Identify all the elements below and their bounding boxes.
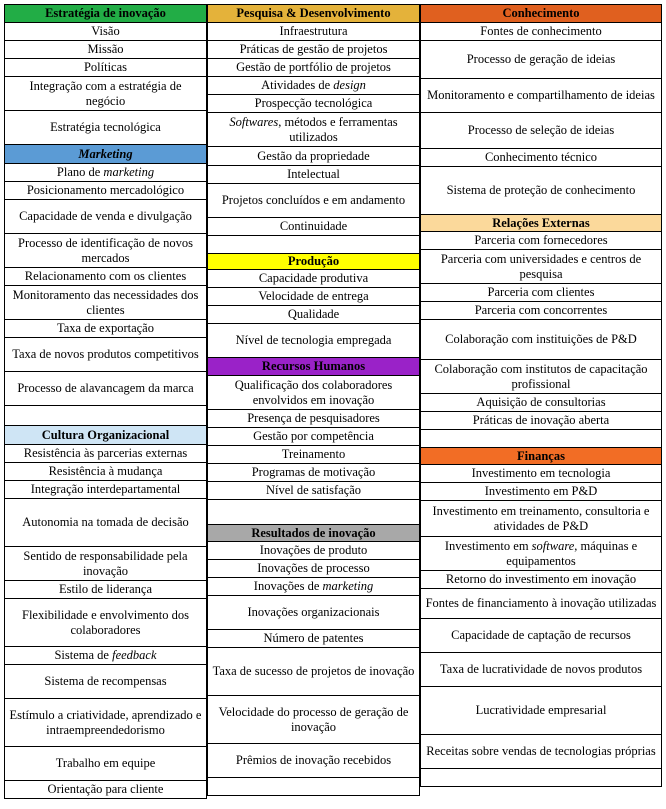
table-cell: Orientação para cliente — [4, 781, 207, 799]
section-header-pesquisa-desenvolvimento: Pesquisa & Desenvolvimento — [207, 4, 420, 23]
table-cell: Capacidade de captação de recursos — [420, 619, 662, 653]
table-cell: Velocidade de entrega — [207, 288, 420, 306]
empty-cell — [207, 778, 420, 796]
table-cell: Infraestrutura — [207, 23, 420, 41]
section-header-recursos-humanos: Recursos Humanos — [207, 358, 420, 376]
table-cell: Número de patentes — [207, 630, 420, 648]
table-cell: Flexibilidade e envolvimento dos colaboradores — [4, 599, 207, 647]
table-cell: Resistência à mudança — [4, 463, 207, 481]
empty-cell — [4, 406, 207, 426]
table-cell: Sistema de recompensas — [4, 665, 207, 699]
table-cell: Inovações de produto — [207, 542, 420, 560]
table-cell: Fontes de conhecimento — [420, 23, 662, 41]
table-cell: Monitoramento e compartilhamento de ideias — [420, 79, 662, 113]
table-cell: Inovações de marketing — [207, 578, 420, 596]
table-cell: Colaboração com instituições de P&D — [420, 320, 662, 360]
table-cell: Integração com a estratégia de negócio — [4, 77, 207, 111]
table-cell: Estímulo a criatividade, aprendizado e intraempreendedorismo — [4, 699, 207, 747]
table-cell: Presença de pesquisadores — [207, 410, 420, 428]
table-cell: Estratégia tecnológica — [4, 111, 207, 145]
empty-cell — [207, 500, 420, 525]
table-cell: Investimento em treinamento, consultoria e atividades de P&D — [420, 501, 662, 537]
table-cell: Posicionamento mercadológico — [4, 182, 207, 200]
table-cell: Lucratividade empresarial — [420, 687, 662, 735]
empty-cell — [420, 430, 662, 448]
table-cell: Trabalho em equipe — [4, 747, 207, 781]
section-header-estrategia-de-inovacao: Estratégia de inovação — [4, 4, 207, 23]
table-cell: Plano de marketing — [4, 164, 207, 182]
section-header-resultados-de-inovacao: Resultados de inovação — [207, 525, 420, 542]
table-cell: Investimento em P&D — [420, 483, 662, 501]
table-cell: Políticas — [4, 59, 207, 77]
table-cell: Colaboração com institutos de capacitação profissional — [420, 360, 662, 394]
table-cell: Práticas de inovação aberta — [420, 412, 662, 430]
table-cell: Treinamento — [207, 446, 420, 464]
table-cell: Atividades de design — [207, 77, 420, 95]
table-cell: Prospecção tecnológica — [207, 95, 420, 113]
table-cell: Inovações organizacionais — [207, 596, 420, 630]
table-cell: Processo de identificação de novos mercados — [4, 234, 207, 268]
table-cell: Visão — [4, 23, 207, 41]
table-cell: Monitoramento das necessidades dos clientes — [4, 286, 207, 320]
table-cell: Gestão da propriedade — [207, 147, 420, 166]
table-cell: Fontes de financiamento à inovação utilizadas — [420, 589, 662, 619]
table-cell: Parceria com clientes — [420, 284, 662, 302]
table-cell: Aquisição de consultorias — [420, 394, 662, 412]
table-cell: Continuidade — [207, 218, 420, 236]
table-cell: Receitas sobre vendas de tecnologias próprias — [420, 735, 662, 769]
table-cell: Retorno do investimento em inovação — [420, 571, 662, 589]
table-cell: Investimento em tecnologia — [420, 465, 662, 483]
table-cell: Qualidade — [207, 306, 420, 324]
table-cell: Autonomia na tomada de decisão — [4, 499, 207, 547]
table-cell: Práticas de gestão de projetos — [207, 41, 420, 59]
section-header-conhecimento: Conhecimento — [420, 4, 662, 23]
section-header-producao: Produção — [207, 254, 420, 270]
table-cell: Capacidade produtiva — [207, 270, 420, 288]
table-cell: Taxa de novos produtos competitivos — [4, 338, 207, 372]
table-cell: Taxa de exportação — [4, 320, 207, 338]
table-cell: Projetos concluídos e em andamento — [207, 184, 420, 218]
table-cell: Processo de seleção de ideias — [420, 113, 662, 149]
table-cell: Inovações de processo — [207, 560, 420, 578]
table-cell: Estilo de liderança — [4, 581, 207, 599]
table-cell: Velocidade do processo de geração de inovação — [207, 696, 420, 744]
table-cell: Missão — [4, 41, 207, 59]
empty-cell — [207, 236, 420, 254]
table-cell: Parceria com concorrentes — [420, 302, 662, 320]
section-header-marketing: Marketing — [4, 145, 207, 164]
table-cell: Nível de tecnologia empregada — [207, 324, 420, 358]
table-cell: Sentido de responsabilidade pela inovação — [4, 547, 207, 581]
empty-cell — [420, 769, 662, 787]
table-cell: Nível de satisfação — [207, 482, 420, 500]
table-cell: Processo de alavancagem da marca — [4, 372, 207, 406]
table-cell: Intelectual — [207, 166, 420, 184]
section-header-financas: Finanças — [420, 448, 662, 465]
table-cell: Relacionamento com os clientes — [4, 268, 207, 286]
table-cell: Investimento em software, máquinas e equipamentos — [420, 537, 662, 571]
table-cell: Processo de geração de ideias — [420, 41, 662, 79]
table-cell: Sistema de feedback — [4, 647, 207, 665]
table-cell: Taxa de sucesso de projetos de inovação — [207, 648, 420, 696]
section-header-cultura-organizacional: Cultura Organizacional — [4, 426, 207, 445]
table-cell: Integração interdepartamental — [4, 481, 207, 499]
table-cell: Parceria com universidades e centros de pesquisa — [420, 250, 662, 284]
table-cell: Conhecimento técnico — [420, 149, 662, 167]
table-cell: Prêmios de inovação recebidos — [207, 744, 420, 778]
table-cell: Softwares, métodos e ferramentas utilizados — [207, 113, 420, 147]
table-cell: Programas de motivação — [207, 464, 420, 482]
section-header-relacoes-externas: Relações Externas — [420, 215, 662, 232]
table-cell: Gestão por competência — [207, 428, 420, 446]
table-cell: Sistema de proteção de conhecimento — [420, 167, 662, 215]
table-cell: Taxa de lucratividade de novos produtos — [420, 653, 662, 687]
table-cell: Resistência às parcerias externas — [4, 445, 207, 463]
table-cell: Parceria com fornecedores — [420, 232, 662, 250]
table-cell: Qualificação dos colaboradores envolvidos em inovação — [207, 376, 420, 410]
table-cell: Gestão de portfólio de projetos — [207, 59, 420, 77]
table-cell: Capacidade de venda e divulgação — [4, 200, 207, 234]
